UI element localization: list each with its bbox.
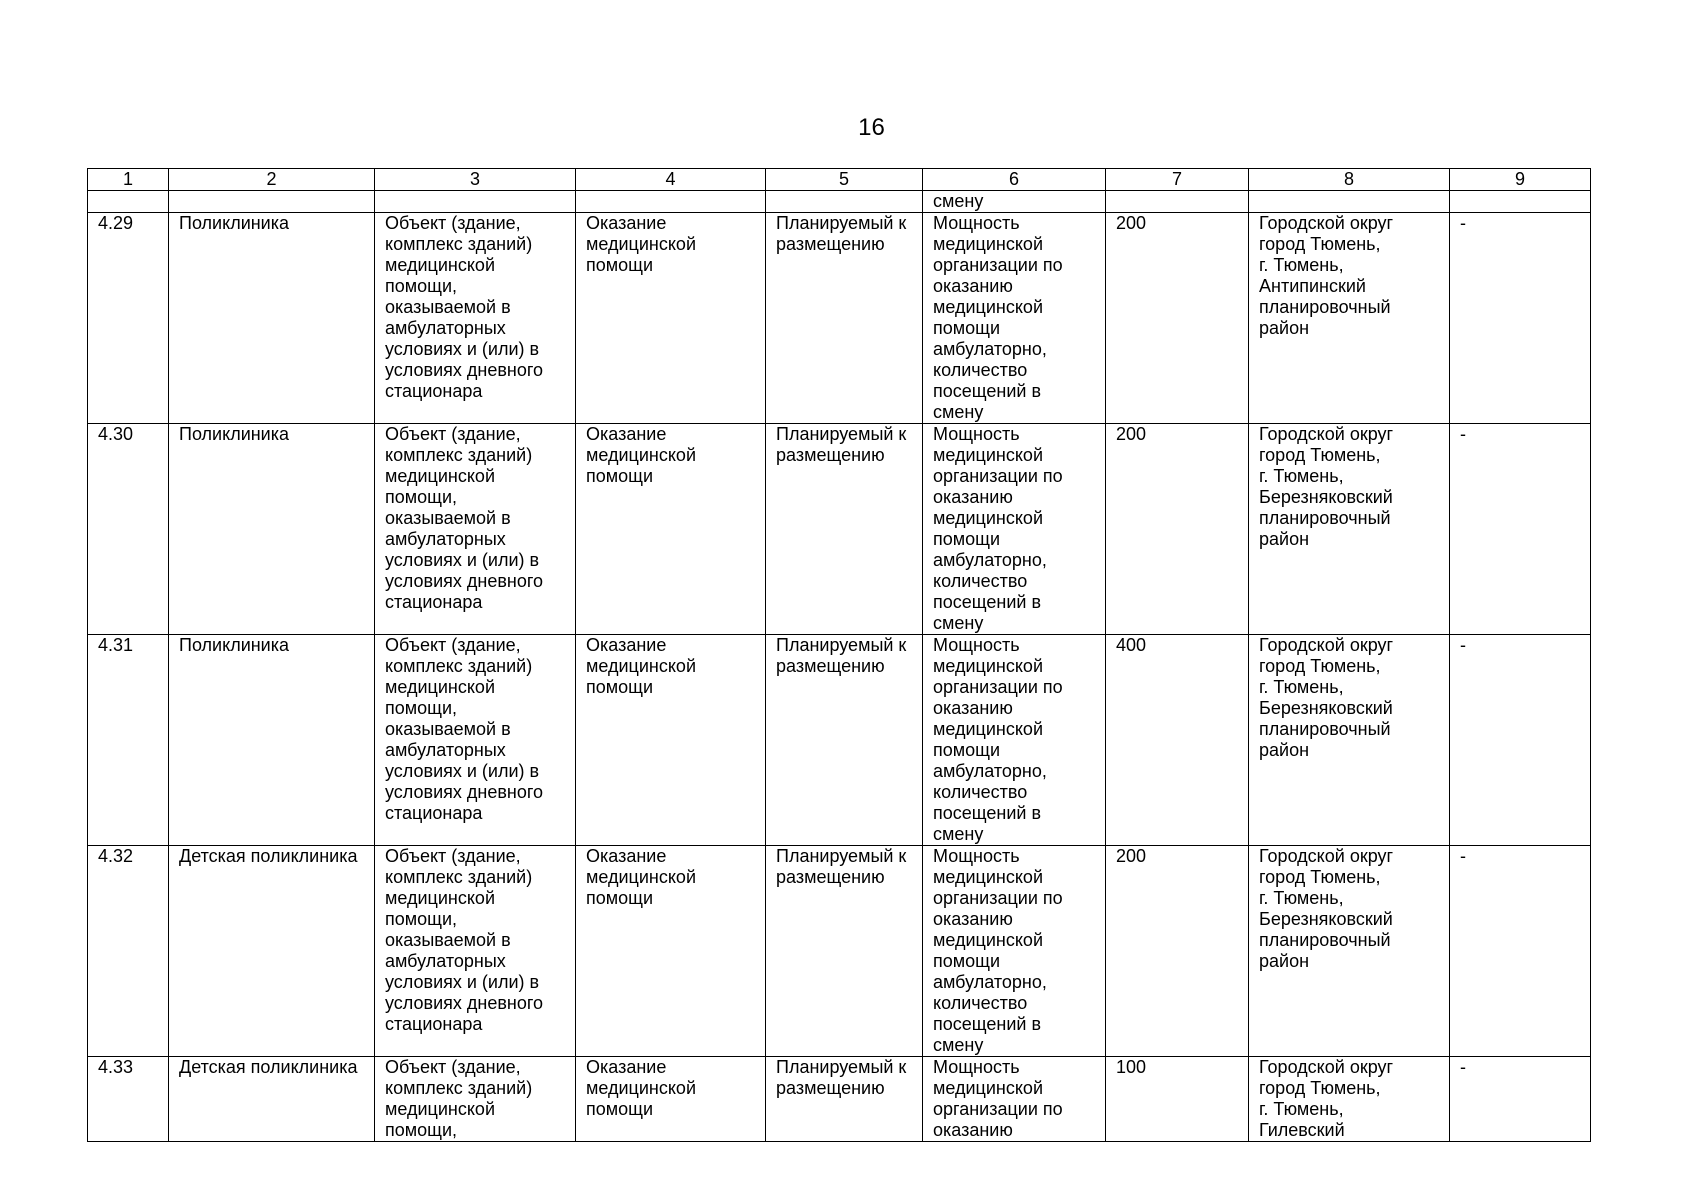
column-number: 1	[88, 169, 169, 191]
table-cell: смену	[923, 191, 1106, 213]
column-number: 8	[1249, 169, 1450, 191]
row-number: 4.30	[88, 424, 169, 635]
object-type: Объект (здание, комплекс зданий) медицинской помощи, оказываемой в амбулаторных условиях и (или) в условиях дневного стационара	[375, 635, 576, 846]
object-name: Поликлиника	[169, 635, 375, 846]
table-cell	[1106, 191, 1249, 213]
zone-info: -	[1450, 846, 1591, 1057]
row-number: 4.29	[88, 213, 169, 424]
object-status: Планируемый к размещению	[766, 846, 923, 1057]
object-status: Планируемый к размещению	[766, 635, 923, 846]
zone-info: -	[1450, 1057, 1591, 1142]
object-location: Городской округ город Тюмень, г. Тюмень, Антипинский планировочный район	[1249, 213, 1450, 424]
row-number: 4.31	[88, 635, 169, 846]
object-status: Планируемый к размещению	[766, 213, 923, 424]
object-type: Объект (здание, комплекс зданий) медицинской помощи, оказываемой в амбулаторных условиях и (или) в условиях дневного стационара	[375, 424, 576, 635]
object-name: Поликлиника	[169, 213, 375, 424]
objects-table	[87, 168, 1591, 1142]
object-type: Объект (здание, комплекс зданий) медицинской помощи, оказываемой в амбулаторных условиях и (или) в условиях дневного стационара	[375, 846, 576, 1057]
object-status: Планируемый к размещению	[766, 1057, 923, 1142]
page-number: 16	[858, 114, 885, 141]
table-cell	[375, 191, 576, 213]
object-name: Поликлиника	[169, 424, 375, 635]
capacity-value: 200	[1106, 213, 1249, 424]
column-number: 6	[923, 169, 1106, 191]
object-type: Объект (здание, комплекс зданий) медицинской помощи,	[375, 1057, 576, 1142]
column-number: 4	[576, 169, 766, 191]
capacity-value: 200	[1106, 424, 1249, 635]
object-location: Городской округ город Тюмень, г. Тюмень, Березняковский планировочный район	[1249, 424, 1450, 635]
object-capacity: Мощность медицинской организации по оказанию	[923, 1057, 1106, 1142]
object-location: Городской округ город Тюмень, г. Тюмень, Березняковский планировочный район	[1249, 635, 1450, 846]
zone-info: -	[1450, 424, 1591, 635]
object-capacity: Мощность медицинской организации по оказанию медицинской помощи амбулаторно, количество посещений в смену	[923, 424, 1106, 635]
object-name: Детская поликлиника	[169, 846, 375, 1057]
object-purpose: Оказание медицинской помощи	[576, 424, 766, 635]
capacity-value: 100	[1106, 1057, 1249, 1142]
object-location: Городской округ город Тюмень, г. Тюмень, Гилевский	[1249, 1057, 1450, 1142]
table-row	[88, 213, 1591, 424]
object-location: Городской округ город Тюмень, г. Тюмень, Березняковский планировочный район	[1249, 846, 1450, 1057]
object-purpose: Оказание медицинской помощи	[576, 846, 766, 1057]
object-capacity: Мощность медицинской организации по оказанию медицинской помощи амбулаторно, количество посещений в смену	[923, 846, 1106, 1057]
continuation-row	[88, 191, 1591, 213]
zone-info: -	[1450, 635, 1591, 846]
row-number: 4.32	[88, 846, 169, 1057]
table-cell	[766, 191, 923, 213]
object-capacity: Мощность медицинской организации по оказанию медицинской помощи амбулаторно, количество посещений в смену	[923, 213, 1106, 424]
object-capacity: Мощность медицинской организации по оказанию медицинской помощи амбулаторно, количество посещений в смену	[923, 635, 1106, 846]
object-purpose: Оказание медицинской помощи	[576, 213, 766, 424]
capacity-value: 400	[1106, 635, 1249, 846]
object-purpose: Оказание медицинской помощи	[576, 635, 766, 846]
column-number: 9	[1450, 169, 1591, 191]
column-number: 5	[766, 169, 923, 191]
object-purpose: Оказание медицинской помощи	[576, 1057, 766, 1142]
table-row	[88, 424, 1591, 635]
table-row	[88, 1057, 1591, 1142]
table-cell	[576, 191, 766, 213]
column-number: 2	[169, 169, 375, 191]
zone-info: -	[1450, 213, 1591, 424]
object-type: Объект (здание, комплекс зданий) медицинской помощи, оказываемой в амбулаторных условиях и (или) в условиях дневного стационара	[375, 213, 576, 424]
column-number: 3	[375, 169, 576, 191]
column-number-row	[88, 169, 1591, 191]
object-name: Детская поликлиника	[169, 1057, 375, 1142]
table-cell	[169, 191, 375, 213]
column-number: 7	[1106, 169, 1249, 191]
object-status: Планируемый к размещению	[766, 424, 923, 635]
table-cell	[1249, 191, 1450, 213]
row-number: 4.33	[88, 1057, 169, 1142]
table-cell	[88, 191, 169, 213]
table-cell	[1450, 191, 1591, 213]
capacity-value: 200	[1106, 846, 1249, 1057]
table-row	[88, 846, 1591, 1057]
table-row	[88, 635, 1591, 846]
